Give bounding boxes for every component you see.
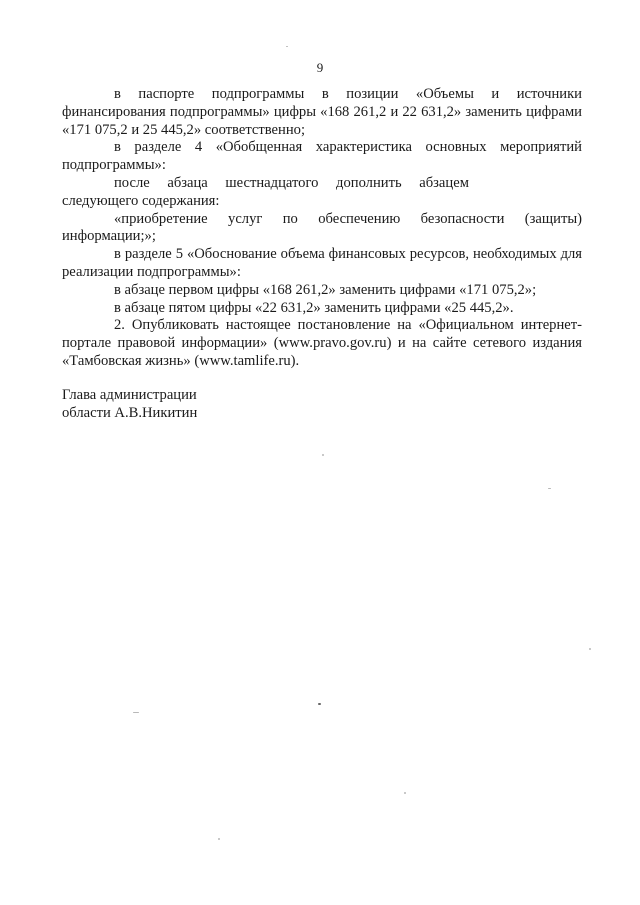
paragraph-fifth-abzac: в абзаце пятом цифры «22 631,2» заменить цифрами «25 445,2». <box>114 299 514 316</box>
signature-title: Глава администрации <box>62 387 197 403</box>
scan-speck <box>589 648 591 650</box>
signature-name: области А.В.Никитин <box>62 404 198 421</box>
paragraph-section-4: в разделе 4 «Обобщенная характеристика основных мероприятий подпрограммы»: <box>62 139 582 174</box>
document-body <box>62 86 582 371</box>
paragraph-add-after-16: после абзаца шестнадцатого дополнить абзацем <box>114 174 469 191</box>
scan-speck <box>322 454 324 456</box>
signature-block <box>62 387 197 423</box>
page-number: 9 <box>316 60 324 75</box>
paragraph-first-abzac: в абзаце первом цифры «168 261,2» заменить цифрами «171 075,2»; <box>114 281 537 298</box>
paragraph-security-services: «приобретение услуг по обеспечению безопасности (защиты) информации;»; <box>62 210 582 245</box>
scan-speck <box>218 838 220 840</box>
scan-speck <box>318 703 321 705</box>
paragraph-publish: 2. Опубликовать настоящее постановление на «Официальном интернет-портале правовой информации» (www.pravo.gov.ru) и на сайте сетевого издания «Тамбовская жизнь» (www.tamlife.ru). <box>62 317 582 369</box>
paragraph-passport-amendment: в паспорте подпрограммы в позиции «Объемы и источники финансирования подпрограммы» цифры «168 261,2 и 22 631,2» заменить цифрами «171 075,2 и 25 445,2» соответственно; <box>62 86 582 138</box>
scan-speck <box>548 488 551 489</box>
paragraph-section-5: в разделе 5 «Обоснование объема финансовых ресурсов, необходимых для реализации подпрограммы»: <box>62 246 582 280</box>
scan-speck <box>404 792 406 794</box>
scan-speck <box>133 712 139 713</box>
scan-speck <box>286 46 288 47</box>
paragraph-add-content-label: следующего содержания: <box>62 192 220 209</box>
